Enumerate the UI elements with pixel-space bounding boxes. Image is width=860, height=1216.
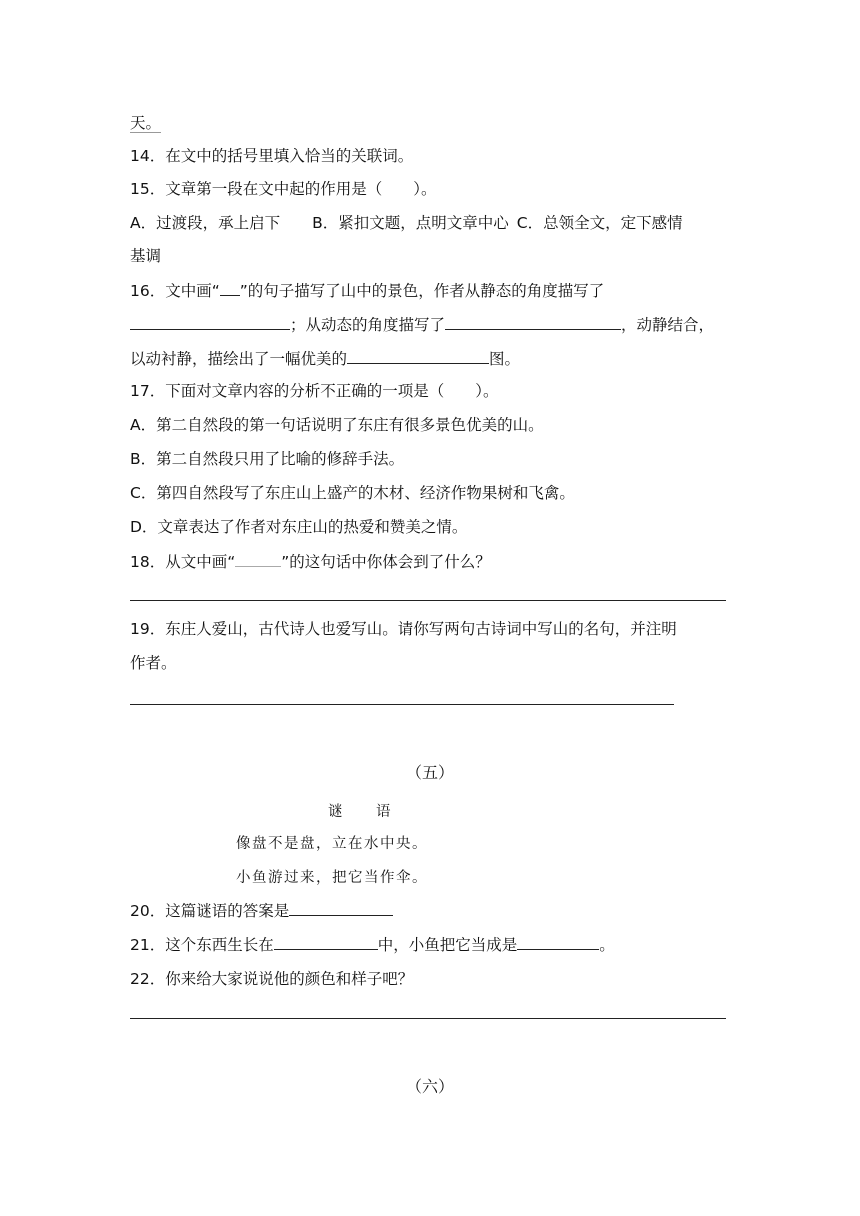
option-b: B．紧扣文题，点明文章中心 — [312, 214, 509, 232]
q20-text: 20．这篇谜语的答案是 — [130, 902, 290, 920]
q22-answer-line[interactable] — [130, 1018, 726, 1019]
question-17-option-b: B．第二自然段只用了比喻的修辞手法。 — [130, 450, 405, 468]
question-17: 17．下面对文章内容的分析不正确的一项是（ ）。 — [130, 382, 499, 400]
question-19-line2: 作者。 — [130, 654, 177, 672]
q21-blank-place[interactable] — [274, 933, 378, 950]
question-17-option-a: A．第二自然段的第一句话说明了东庄有很多景色优美的山。 — [130, 416, 544, 434]
question-16-line2 — [130, 313, 714, 336]
top-fragment — [130, 112, 161, 134]
question-19-line1: 19．东庄人爱山，古代诗人也爱写山。请你写两句古诗词中写山的名句，并注明 — [130, 620, 677, 638]
q16-text-a: 16．文中画“ — [130, 282, 220, 300]
q21-text-b: 中，小鱼把它当成是 — [377, 936, 518, 954]
q16-mark-blank — [220, 279, 240, 296]
q21-text-a: 21．这个东西生长在 — [130, 936, 274, 954]
q21-text-c: 。 — [599, 936, 615, 954]
q18-mark-blank — [235, 550, 281, 567]
q18-answer-line[interactable] — [130, 600, 726, 601]
option-a: A．过渡段，承上启下 — [130, 214, 281, 232]
q16-text-c: ；从动态的角度描写了 — [290, 316, 446, 334]
top-fragment-text: 天。 — [130, 114, 162, 132]
question-14: 14．在文中的括号里填入恰当的关联词。 — [130, 147, 414, 165]
riddle-line-2: 小鱼游过来，把它当作伞。 — [236, 870, 428, 886]
question-17-option-d: D．文章表达了作者对东庄山的热爱和赞美之情。 — [130, 518, 468, 536]
q16-text-f: 图。 — [489, 350, 521, 368]
q16-blank-static[interactable] — [130, 313, 290, 330]
q16-text-b: ”的句子描写了山中的景色，作者从静态的角度描写了 — [239, 282, 605, 300]
question-16-line3 — [130, 347, 520, 370]
q18-text-a: 18．从文中画“ — [130, 553, 236, 571]
q16-text-d: ，动静结合， — [621, 316, 715, 334]
question-17-option-c: C．第四自然段写了东庄山上盛产的木材、经济作物果树和飞禽。 — [130, 484, 575, 502]
q16-blank-dynamic[interactable] — [445, 313, 621, 330]
question-21 — [130, 933, 615, 956]
q16-text-e: 以动衬静，描绘出了一幅优美的 — [130, 350, 348, 368]
question-15-option-c-cont: 基调 — [130, 247, 162, 265]
q20-blank[interactable] — [289, 899, 393, 916]
question-22: 22．你来给大家说说他的颜色和样子吧？ — [130, 970, 414, 988]
q18-text-b: ”的这句话中你体会到了什么？ — [281, 553, 491, 571]
riddle-line-1: 像盘不是盘，立在水中央。 — [236, 836, 428, 852]
section-5-heading: （五） — [405, 763, 454, 782]
question-15: 15．文章第一段在文中起的作用是（ ）。 — [130, 180, 437, 198]
question-18 — [130, 550, 491, 573]
question-15-options — [130, 212, 683, 234]
section-6-heading: （六） — [405, 1077, 454, 1096]
q21-blank-thing[interactable] — [517, 933, 599, 950]
q16-blank-picture[interactable] — [347, 347, 489, 364]
option-c: C．总领全文，定下感情 — [516, 214, 683, 232]
q19-answer-line[interactable] — [130, 704, 674, 705]
question-20 — [130, 899, 393, 922]
question-16-line1 — [130, 279, 604, 302]
riddle-title: 谜 语 — [328, 804, 392, 820]
